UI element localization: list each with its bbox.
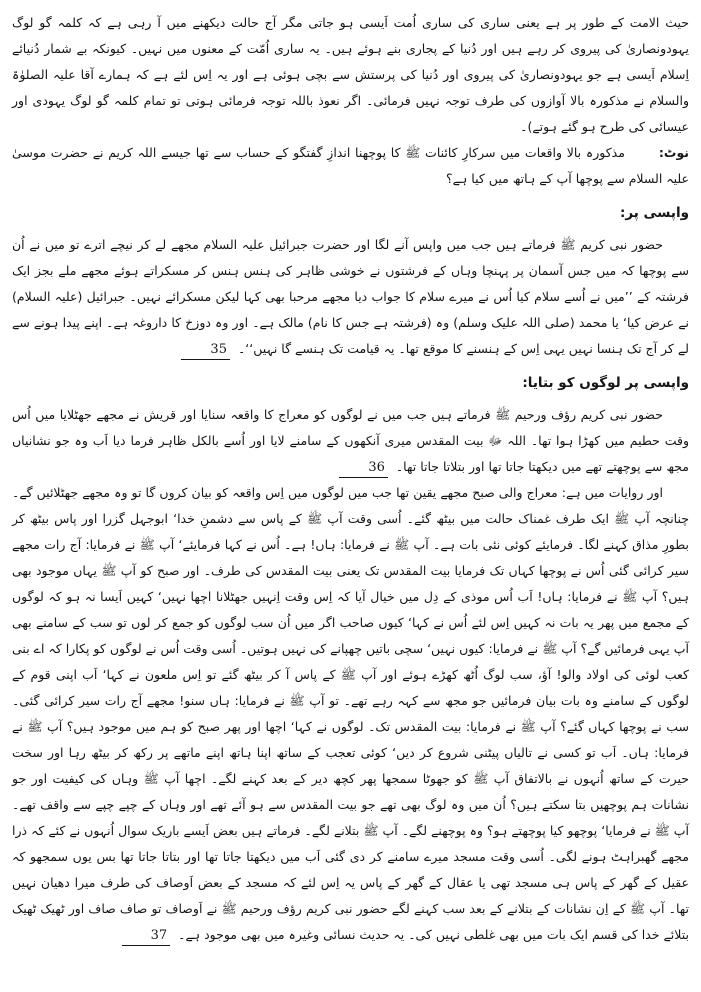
paragraph-on-return bbox=[12, 232, 689, 362]
section-heading-on-return: واپسی پر: bbox=[619, 205, 689, 221]
note-label: نوٹ: bbox=[658, 145, 689, 160]
paragraph-narrations-text: اور روایات میں ہے: معراج والی صبح مجھے یقین تھا جب میں لوگوں میں اِس واقعہ کو بیان کروں گا تو وہ مجھے جھٹلائیں گے۔ چنانچہ آپ ﷺ ایک طرف غمناک حالت میں بیٹھ گئے۔ اُسی وقت آپ ﷺ کے پاس سے دشمنِ خدا‘ ابوجہل گزرا اور پاس بیٹھ کر بطورِ مذاق کہنے لگا۔ فرمایئے کوئی نئی بات ہے۔ آپ ﷺ نے فرمایا: ہاں! ہے۔ اُس نے کہا فرمایئے‘ آپ ﷺ نے فرمایا: آج رات مجھے سیر کرائی گئی اُس نے پوچھا کہاں تک فرمایا بیت المقدس تک یعنی بیت المقدس کی طرف۔ اور صبح کو آپ ﷺ یہاں موجود بھی ہیں؟ آپ ﷺ نے فرمایا: ہاں! اَب اُس موذی کے دِل میں خیال آیا کہ اِس وقت اِنہیں جھٹلانا اچھا نہیں‘ کہیں اَیسا نہ ہو کہ لوگوں کے مجمع میں پھر یہ بات نہ کہیں اِس لئے اُس نے کہا‘ کیوں صاحب اگر میں اُن سب لوگوں کو جمع کر لوں تو سب کے سامنے بھی آپ یہی فرمائیں گے؟ آپ ﷺ نے فرمایا: کیوں نہیں‘ سچی باتیں چھپانے کی نہیں ہوتیں۔ اُسی وقت اُس نے لوگوں کو پکارا کہ اے بنی کعب لوئی کی اولاد والو! آؤ، سب لوگ اُٹھ کھڑے ہوئے اور آپ ﷺ کے پاس آ کر بیٹھ گئے تو اِس ملعون نے کہا‘ اَب اپنی قوم کے لوگوں کے سامنے وہ بات بیان فرمائیں جو مجھ سے کہہ رہے تھے۔ تو آپ ﷺ نے فرمایا: ہاں سنو! مجھے آج رات سیر کرائی گئی۔ سب نے پوچھا کہاں گئے؟ آپ ﷺ نے فرمایا: بیت المقدس تک۔ لوگوں نے کہا‘ اچھا اور پھر صبح کو ہم میں موجود ہیں؟ آپ ﷺ نے فرمایا: ہاں۔ اَب تو کسی نے تالیاں پیٹنی شروع کر دیں‘ کوئی تعجب کے ساتھ اپنا ہاتھ اپنے ماتھے پر رکھ کر بیٹھ رہا اور سخت حیرت کے ساتھ اُنہوں نے بالاتفاق آپ ﷺ کو جھوٹا سمجھا پھر کچھ دیر کے بعد کہنے لگے۔ اچھا آپ ﷺ وہاں کی کیفیت اور جو نشانات ہم پوچھیں بتا سکتے ہیں؟ اُن میں وہ لوگ بھی تھے جو بیت المقدس سے ہو آئے تھے اور وہاں کے چپے چپے سے واقف تھے۔ آپ ﷺ نے فرمایا‘ پوچھو کیا پوچھتے ہو؟ وہ پوچھنے لگے۔ آپ ﷺ بتلانے لگے۔ فرماتے ہیں بعض اَیسے باریک سوال اُنہوں نے کئے کہ ذرا مجھے گھبراہٹ ہونے لگی۔ اُسی وقت مسجد میرے سامنے کر دی گئی اَب میں دیکھتا جاتا تھا اور بتاتا جاتا تھا بس یوں سمجھو کہ عقیل کے گھر کے پاس ہی مسجد تھی یا عقال کے گھر کے پاس یہ اِس لئے کہ مسجد کے بعض اَوصاف کی طرف میرا دھیان نہیں تھا۔ آپ ﷺ کے اِن نشانات کے بتلانے کے بعد سب کہنے لگے حضور نبی کریم رؤف ورحیم ﷺ نے اَوصاف تو صاف صاف اور ٹھیک ٹھیک بتلائے خدا کی قسم ایک بات میں بھی غلطی نہیں کی۔ یہ حدیث نسائی وغیرہ میں بھی موجود ہے۔ bbox=[12, 485, 689, 942]
paragraph-narrations bbox=[12, 480, 689, 948]
paragraph-told-people bbox=[12, 402, 689, 480]
reference-number-35: 35 bbox=[181, 341, 230, 360]
paragraph-told-people-text: حضور نبی کریم رؤف ورحیم ﷺ فرماتے ہیں جب میں نے لوگوں کو معراج کا واقعہ سنایا اور قریش نے مجھے جھٹلایا میں اُس وقت حطیم میں کھڑا ہوا تھا۔ اللہ ﷻ بیت المقدس میری آنکھوں کے سامنے لایا اور اُسے بالکل ظاہر فرما دیا اَب وہ جو نشانیاں مجھ سے پوچھتے تھے میں دیکھتا جاتا تھا اور بتلاتا جاتا تھا۔ bbox=[12, 407, 689, 474]
reference-number-37: 37 bbox=[122, 927, 171, 946]
paragraph-on-return-text: حضور نبی کریم ﷺ فرماتے ہیں جب میں واپس آنے لگا اور حضرت جبرائیل علیہ السلام مجھے لے کر نیچے اترے تو میں نے اُن سے پوچھا کہ میں جس آسمان پر پہنچا وہاں کے فرشتوں نے خوشی ظاہر کی ہنس ہنس کر مسکراتے ہوئے مجھے ملے بجز ایک فرشتہ کے ’’میں نے اُسے سلام کیا اُس نے میرے سلام کا جواب دیا مجھے مرحبا بھی کہا لیکن مسکرائے نہیں۔ جبرائیل (علیہ السلام) نے عرض کیا‘ یا محمد (صلی اللہ علیک وسلم) وہ (فرشتہ ہے جس کا نام) مالک ہے۔ اور وہ دوزخ کا داروغہ ہے۔ اپنے پیدا ہونے سے لے کر آج تک ہنسا نہیں یہی اِس کے ہنسنے کا موقع تھا۔ یہ قیامت تک ہنسے گا نہیں‘‘۔ bbox=[12, 237, 689, 356]
note-text: مذکورہ بالا واقعات میں سرکارِ کائنات ﷺ کا پوچھنا اندازِ گفتگو کے حساب سے تھا جیسے اللہ کریم نے حضرت موسیٰ علیہ السلام سے پوچھا آپ کے ہاتھ میں کیا ہے؟ bbox=[12, 145, 689, 186]
reference-number-36: 36 bbox=[339, 459, 388, 478]
paragraph-continuation-text: حیث الامت کے طور پر ہے یعنی ساری کی ساری اُمت اَیسی ہو جاتی مگر آج حالت دیکھنے میں آ رہی ہے کہ کلمہ گو لوگ یہودونصاریٰ کی پیروی کر رہے ہیں اور دُنیا کے پجاری بنے ہوئے ہیں۔ یہ ساری اُمّت کے معنوں میں نہیں۔ کیونکہ بے شمار دُنیائے اِسلام اَیسی ہے جو یہودونصاریٰ کی پیروی اور دُنیا کی پرستش سے بچی ہوئی ہے اور یہ اِس لئے ہے کہ ہمارے آقا علیہ الصلوٰۃ والسلام نے مذکورہ بالا آوازوں کی طرف توجہ نہیں فرمائی۔ اگر نعوذ باللہ توجہ فرمائی ہوتی تو تمام کلمہ گو لوگ یہودی اور عیسائی کی طرح ہو گئے ہوتے)۔ bbox=[12, 15, 689, 134]
note-paragraph bbox=[12, 140, 689, 192]
paragraph-continuation bbox=[12, 10, 689, 140]
section-heading-told-people: واپسی پر لوگوں کو بتایا: bbox=[522, 375, 689, 391]
